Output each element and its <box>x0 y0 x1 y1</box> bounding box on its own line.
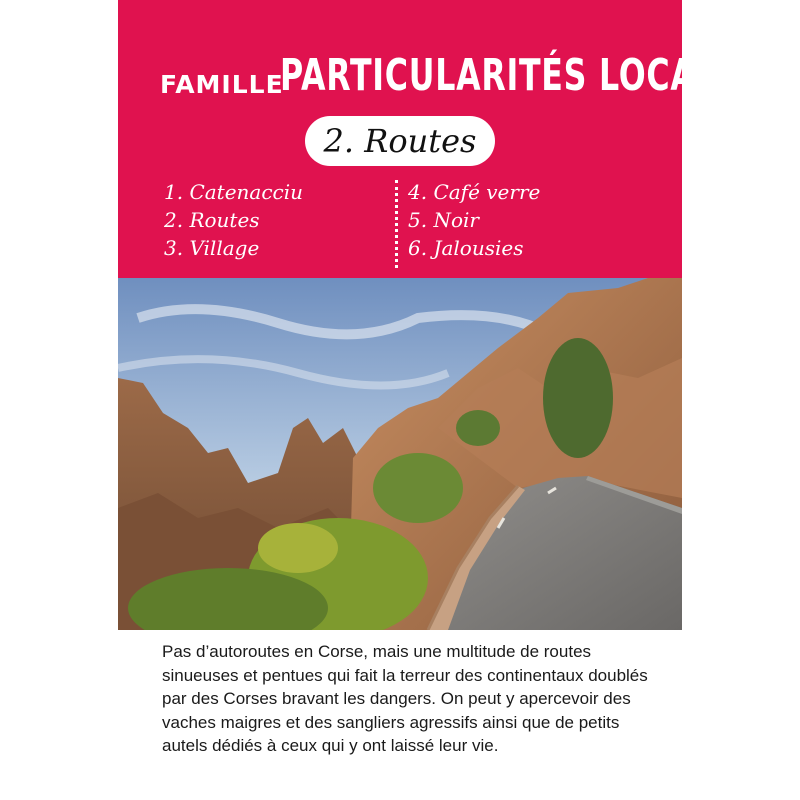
family-list-right <box>408 178 540 262</box>
family-list-left <box>164 178 303 262</box>
list-item: 5. Noir <box>408 208 479 232</box>
list-item: 3. Village <box>164 236 260 260</box>
game-card <box>118 0 763 800</box>
list-item: 6. Jalousies <box>408 236 524 260</box>
card-title-pill <box>305 116 495 166</box>
road-photo <box>118 278 682 630</box>
card-description: Pas d’autoroutes en Corse, mais une multitude de routes sinueuses et pentues qui fait la terreur des continentaux doublés par des Corses bravant les dangers. On peut y apercevoir des vaches maigres et des sangliers agressifs ainsi que de petits autels dédiés à ceux qui y ont laissé leur vie. <box>162 642 648 755</box>
family-row <box>118 50 763 110</box>
list-item: 1. Catenacciu <box>164 180 304 204</box>
card-title: 2. Routes <box>323 122 477 160</box>
list-divider <box>395 180 398 268</box>
family-label: FAMILLE <box>160 70 284 99</box>
list-item: 4. Café verre <box>408 180 541 204</box>
family-title: PARTICULARITÉS LOCALES <box>280 50 763 101</box>
list-item: 2. Routes <box>164 208 260 232</box>
card-header <box>118 0 763 278</box>
